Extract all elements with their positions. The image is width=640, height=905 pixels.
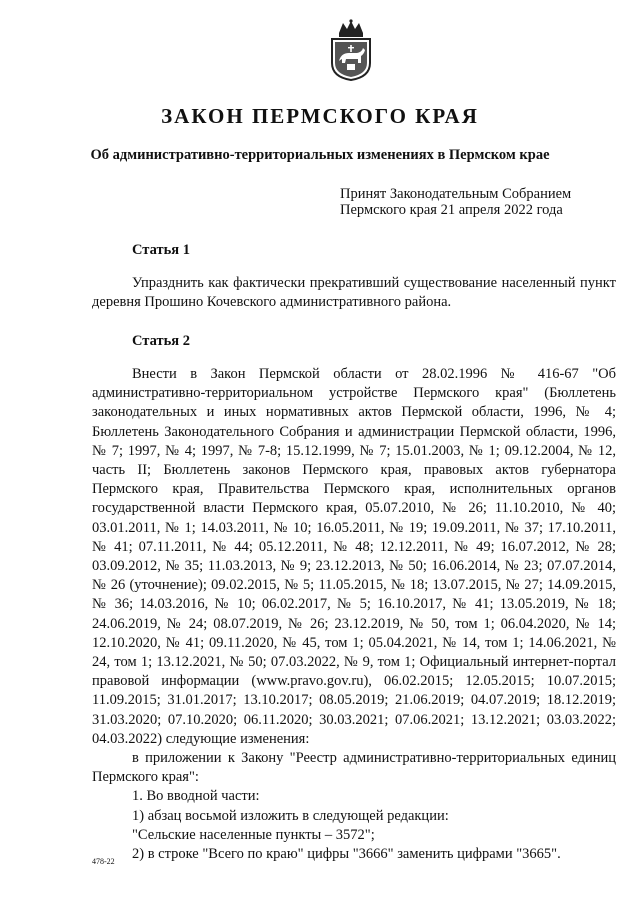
document-code: 478-22 <box>92 857 115 866</box>
article-2-heading: Статья 2 <box>132 333 190 349</box>
article-1-body <box>92 274 616 312</box>
article-2-intro: Внести в Закон Пермской области от 28.02.1996 № 416-67 "Об административно-территориальном устройстве Пермского края" (Бюллетень законодательных и иных нормативных актов Пермской области, 1996, № 4; Бюллетень Законодательного Собрания и администрации Пермской области, 1996, № 7; 1997, № 4; 1997, № 7-8; 15.12.1999, № 7; 15.01.2003, № 1; 09.12.2004, № 12, часть II; Бюллетень законов Пермского края, правовых актов губернатора Пермского края, Правительства Пермского края, исполнительных органов государственной власти Пермского края, 05.07.2010, № 26; 11.10.2010, № 40; 03.01.2011, № 1; 14.03.2011, № 10; 16.05.2011, № 19; 19.09.2011, № 37; 17.10.2011, № 41; 07.11.2011, № 44; 05.12.2011, № 48; 12.12.2011, № 49; 16.07.2012, № 28; 03.09.2012, № 35; 11.03.2013, № 9; 23.12.2013, № 50; 16.06.2014, № 23; 07.07.2014, № 26 (уточнение); 09.02.2015, № 5; 11.05.2015, № 18; 13.07.2015, № 27; 14.09.2015, № 36; 14.03.2016, № 10; 06.02.2017, № 5; 16.10.2017, № 41; 13.05.2019, № 18; 24.06.2019, № 24; 08.07.2019, № 26; 23.12.2019, № 50, том 1; 06.04.2020, № 14; 12.10.2020, № 41; 09.11.2020, № 45, том 1; 05.04.2021, № 14, том 1; 14.06.2021, № 24, том 1; 13.12.2021, № 50; 07.03.2022, № 9, том 1; Официальный интернет-портал правовой информации (www.pravo.gov.ru), 06.02.2015; 12.05.2015; 10.07.2015; 11.09.2015; 31.01.2017; 13.10.2017; 08.05.2019; 21.06.2019; 04.07.2019; 18.12.2019; 31.03.2020; 07.10.2020; 06.11.2020; 30.03.2021; 07.06.2021; 13.12.2021; 03.03.2022; 04.03.2022) следующие изменения: <box>92 366 616 747</box>
article-2-appendix: в приложении к Закону "Реестр административно-территориальных единиц Пермского края": <box>92 750 616 786</box>
coat-of-arms-icon <box>329 19 373 81</box>
adoption-line-1: Принят Законодательным Собранием <box>340 186 572 202</box>
article-1-text: Упразднить как фактически прекративший существование населенный пункт деревня Прошино Кочевского административного района. <box>92 275 616 311</box>
adoption-line-2: Пермского края 21 апреля 2022 года <box>340 202 563 218</box>
law-title: ЗАКОН ПЕРМСКОГО КРАЯ <box>161 104 479 128</box>
article-2-body <box>92 365 616 864</box>
law-subtitle: Об административно-территориальных изменениях в Пермском крае <box>90 147 550 163</box>
adoption-note <box>340 186 571 218</box>
article-2-item-1-quote: "Сельские населенные пункты – 3572"; <box>132 826 375 843</box>
article-2-item-1-2: 2) в строке "Всего по краю" цифры "3666" заменить цифрами "3665". <box>132 846 561 863</box>
article-2-item-1-1: 1) абзац восьмой изложить в следующей редакции: <box>132 807 449 824</box>
article-1-heading: Статья 1 <box>132 242 190 258</box>
article-2-item-1: 1. Во вводной части: <box>132 788 260 805</box>
